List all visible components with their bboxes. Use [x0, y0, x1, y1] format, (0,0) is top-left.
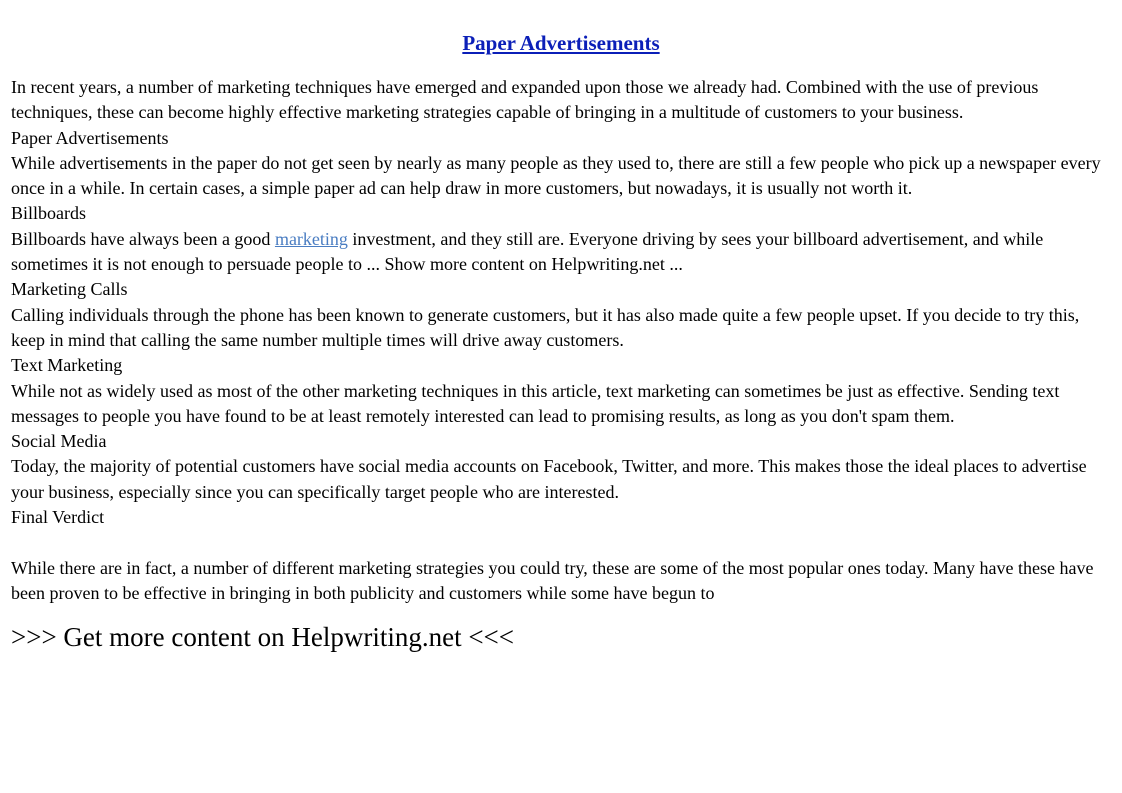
marketing-link[interactable]: marketing [274, 228, 348, 249]
closing-paragraph: While there are in fact, a number of different marketing strategies you could try, these are some of the most popular ones today. Many have these have been proven to be effective in bringing in both publicity and customers while some have begun to [11, 557, 1094, 603]
billboards-text-after: investment, and they still are. Everyone driving by sees your billboard advertisement, and while sometimes it is not enough to persuade people to ... Show more content on Helpwriting.net ... [11, 228, 1044, 275]
section-heading-text-marketing: Text Marketing [11, 355, 123, 376]
section-text-marketing-calls: Calling individuals through the phone has been known to generate customers, but it has also made quite a few people upset. If you decide to try this, keep in mind that calling the same number multiple times will drive away customers. [11, 304, 1080, 350]
get-more-content-link[interactable]: >>> Get more content on Helpwriting.net <<< [11, 622, 515, 653]
section-heading-final-verdict: Final Verdict [11, 507, 105, 528]
intro-paragraph: In recent years, a number of marketing techniques have emerged and expanded upon those we already had. Combined with the use of previous techniques, these can become highly effective marketing strategies capable of bringing in a multitude of customers to your business. [11, 77, 1039, 123]
section-text-paper-ads: While advertisements in the paper do not get seen by nearly as many people as they used to, there are still a few people who pick up a newspaper every once in a while. In certain cases, a simple paper ad can help draw in more customers, but nowadays, it is usually not worth it. [11, 152, 1101, 199]
section-text-social-media: Today, the majority of potential customers have social media accounts on Facebook, Twitter, and more. This makes those the ideal places to advertise your business, especially since you can specifically target people who are interested. [11, 456, 1087, 502]
section-heading-social-media: Social Media [11, 431, 107, 452]
section-text-billboards [11, 227, 1111, 278]
article [11, 26, 1111, 654]
billboards-text-before: Billboards have always been a good [11, 228, 275, 249]
title-container [11, 26, 1111, 63]
article-body [11, 75, 1111, 606]
section-heading-paper-ads: Paper Advertisements [11, 127, 169, 148]
paragraph-gap [11, 530, 1111, 555]
section-text-text-marketing: While not as widely used as most of the other marketing techniques in this article, text marketing can sometimes be just as effective. Sending text messages to people you have found to be at least remotely interested can lead to promising results, as long as you don't spam them. [11, 380, 1060, 426]
page-title-link[interactable]: Paper Advertisements [462, 31, 660, 55]
section-heading-billboards: Billboards [11, 203, 86, 224]
section-heading-marketing-calls: Marketing Calls [11, 279, 128, 300]
